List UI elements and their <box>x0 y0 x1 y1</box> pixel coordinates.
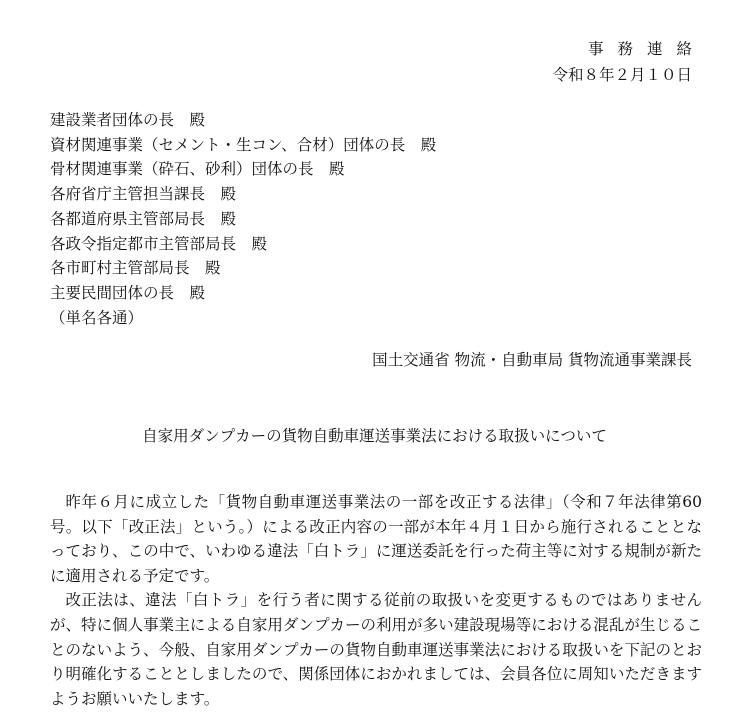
recipient-list <box>50 108 436 330</box>
sender: 国土交通省 物流・自動車局 貨物流通事業課長 <box>372 351 692 369</box>
recipient-item: 各市町村主管部局長 殿 <box>50 259 221 278</box>
body-paragraph: 昨年６月に成立した「貨物自動車運送事業法の一部を改正する法律」（令和７年法律第60号。以下「改正法」という。）による改正内容の一部が本年４月１日から施行されることとなっており、この中で、いわゆる違法「白トラ」に運送委託を行った荷主等に対する規制が新たに適用される予定です。 <box>50 493 702 585</box>
recipient-item: 主要民間団体の長 殿 <box>50 283 206 302</box>
document-date: 令和８年２月１０日 <box>552 66 692 84</box>
document-subject: 自家用ダンプカーの貨物自動車運送事業法における取扱いについて <box>142 427 607 445</box>
document-type: 事務連絡 <box>587 40 706 58</box>
recipient-note: （単名各通） <box>50 308 144 327</box>
recipient-item: 各政令指定都市主管部局長 殿 <box>50 234 268 253</box>
body-paragraph: 改正法は、違法「白トラ」を行う者に関する従前の取扱いを変更するものではありませんが、特に個人事業主による自家用ダンプカーの利用が多い建設現場等における混乱が生じることのないよう、今般、自家用ダンプカーの貨物自動車運送事業法における取扱いを下記のとおり明確化することとしましたので、関係団体におかれましては、会員各位に周知いただきますようお願いいたします。 <box>50 591 702 708</box>
recipient-item: 資材関連事業（セメント・生コン、合材）団体の長 殿 <box>50 135 437 154</box>
recipient-item: 骨材関連事業（砕石、砂利）団体の長 殿 <box>50 160 345 179</box>
recipient-item: 各都道府県主管部局長 殿 <box>50 209 237 228</box>
document-header <box>552 36 706 88</box>
document-body <box>50 490 702 711</box>
recipient-item: 建設業者団体の長 殿 <box>50 111 206 129</box>
recipient-item: 各府省庁主管担当課長 殿 <box>50 185 237 204</box>
